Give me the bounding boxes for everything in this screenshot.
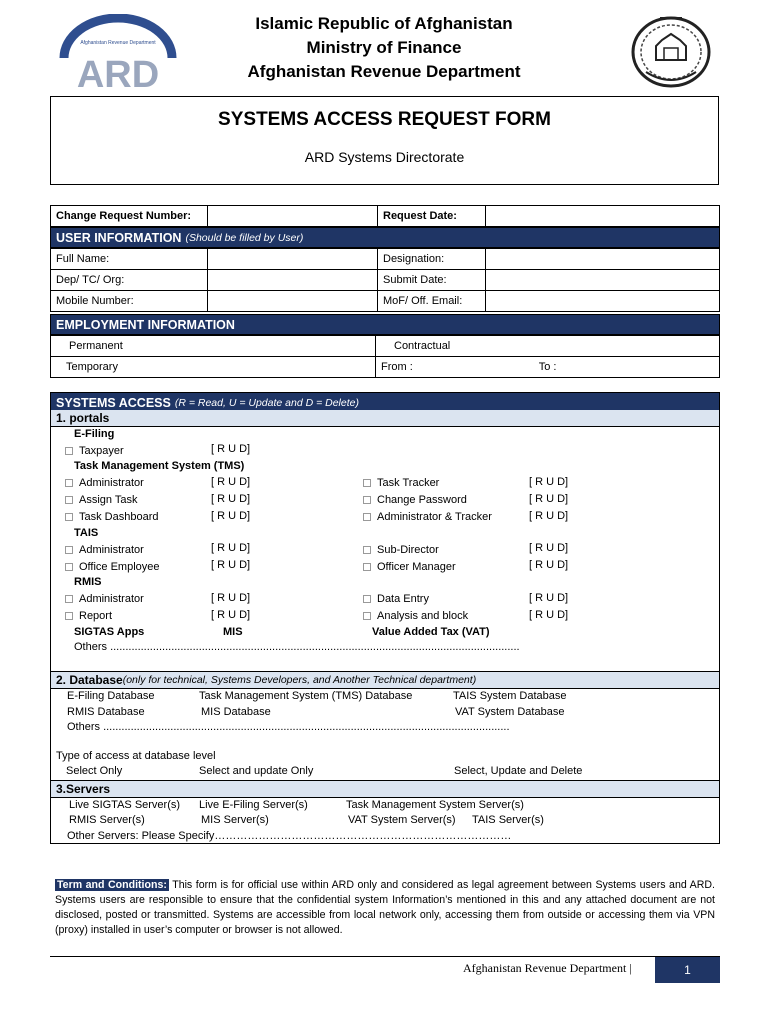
dep-label: Dep/ TC/ Org: bbox=[51, 270, 208, 291]
header-titles bbox=[200, 12, 568, 84]
select-only-option[interactable]: Select Only bbox=[66, 765, 123, 777]
task-tracker-option[interactable]: Task Tracker bbox=[363, 477, 439, 489]
rud-rmis-admin: [ R U D] bbox=[211, 592, 251, 604]
vat-label: Value Added Tax (VAT) bbox=[372, 626, 490, 638]
vat-server-option[interactable]: VAT System Server(s) bbox=[348, 814, 456, 826]
checkbox-icon[interactable] bbox=[65, 563, 73, 571]
sub-director-option[interactable]: Sub-Director bbox=[363, 544, 439, 556]
rmis-db-option[interactable]: RMIS Database bbox=[67, 706, 145, 718]
request-date-label: Request Date: bbox=[378, 206, 486, 227]
change-request-number-field[interactable] bbox=[208, 206, 378, 227]
office-employee-option[interactable]: Office Employee bbox=[65, 561, 160, 573]
servers-title: 3.Servers bbox=[51, 781, 719, 798]
form-subtitle: ARD Systems Directorate bbox=[304, 149, 465, 165]
mobile-label: Mobile Number: bbox=[51, 291, 208, 312]
checkbox-icon[interactable] bbox=[363, 546, 371, 554]
access-type-label: Type of access at database level bbox=[56, 750, 216, 762]
checkbox-icon[interactable] bbox=[65, 447, 73, 455]
data-entry-option[interactable]: Data Entry bbox=[363, 593, 429, 605]
to-label: To : bbox=[538, 361, 557, 373]
footer-text: Afghanistan Revenue Department | bbox=[463, 961, 632, 975]
rud-taxpayer: [ R U D] bbox=[211, 443, 251, 455]
checkbox-icon[interactable] bbox=[363, 612, 371, 620]
employment-table bbox=[50, 335, 720, 378]
national-emblem-icon bbox=[626, 10, 716, 90]
database-note: (only for technical, Systems Developers, and Another Technical department) bbox=[122, 674, 477, 686]
submit-date-field[interactable] bbox=[486, 270, 720, 291]
footer-divider bbox=[50, 956, 720, 957]
ard-logo bbox=[58, 14, 178, 90]
rud-task-dashboard: [ R U D] bbox=[211, 510, 251, 522]
checkbox-icon[interactable] bbox=[65, 612, 73, 620]
checkbox-icon[interactable] bbox=[363, 595, 371, 603]
logo-text: ARD bbox=[76, 54, 160, 90]
database-title: 2. Database (only for technical, Systems Developers, and Another Technical department) bbox=[51, 672, 719, 689]
rud-change-password: [ R U D] bbox=[529, 493, 569, 505]
portals-others[interactable]: Others ...................................................................................................................................... bbox=[74, 641, 520, 653]
sigtas-apps-label: SIGTAS Apps bbox=[74, 626, 145, 638]
checkbox-icon[interactable] bbox=[363, 513, 371, 521]
page-number: 1 bbox=[655, 957, 720, 983]
tms-server-option[interactable]: Task Management System Server(s) bbox=[346, 799, 524, 811]
user-info-heading bbox=[50, 227, 720, 248]
employment-heading-text: EMPLOYMENT INFORMATION bbox=[56, 317, 235, 332]
terms-label: Term and Conditions: bbox=[57, 879, 167, 891]
database-section bbox=[50, 671, 720, 781]
form-title-box bbox=[50, 96, 719, 185]
rud-office-employee: [ R U D] bbox=[211, 559, 251, 571]
designation-field[interactable] bbox=[486, 249, 720, 270]
mis-db-option[interactable]: MIS Database bbox=[201, 706, 271, 718]
designation-label: Designation: bbox=[378, 249, 486, 270]
mobile-field[interactable] bbox=[208, 291, 378, 312]
form-title: SYSTEMS ACCESS REQUEST FORM bbox=[218, 109, 551, 130]
assign-task-option[interactable]: Assign Task bbox=[65, 494, 138, 506]
change-request-number-label: Change Request Number: bbox=[51, 206, 208, 227]
checkbox-icon[interactable] bbox=[363, 563, 371, 571]
request-date-field[interactable] bbox=[486, 206, 720, 227]
user-info-heading-text: USER INFORMATION bbox=[56, 230, 182, 245]
checkbox-icon[interactable] bbox=[65, 595, 73, 603]
contractual-option[interactable]: Contractual bbox=[376, 336, 720, 357]
rmis-server-option[interactable]: RMIS Server(s) bbox=[69, 814, 145, 826]
rud-assign-task: [ R U D] bbox=[211, 493, 251, 505]
select-update-option[interactable]: Select and update Only bbox=[199, 765, 314, 777]
rmis-label: RMIS bbox=[74, 576, 102, 588]
task-dashboard-option[interactable]: Task Dashboard bbox=[65, 511, 159, 523]
user-info-note: (Should be filled by User) bbox=[185, 231, 304, 244]
page-header bbox=[0, 10, 768, 90]
tms-label: Task Management System (TMS) bbox=[74, 460, 245, 472]
checkbox-icon[interactable] bbox=[65, 496, 73, 504]
user-info-table bbox=[50, 205, 720, 227]
rmis-administrator-option[interactable]: Administrator bbox=[65, 593, 144, 605]
systems-access-heading-text: SYSTEMS ACCESS bbox=[56, 395, 171, 410]
rud-tms-admin: [ R U D] bbox=[211, 476, 251, 488]
tais-db-option[interactable]: TAIS System Database bbox=[453, 690, 567, 702]
tais-label: TAIS bbox=[74, 527, 99, 539]
mis-server-option[interactable]: MIS Server(s) bbox=[201, 814, 269, 826]
select-update-delete-option[interactable]: Select, Update and Delete bbox=[454, 765, 583, 777]
full-name-label: Full Name: bbox=[51, 249, 208, 270]
admin-tracker-option[interactable]: Administrator & Tracker bbox=[363, 511, 492, 523]
checkbox-icon[interactable] bbox=[65, 546, 73, 554]
rud-officer-manager: [ R U D] bbox=[529, 559, 569, 571]
submit-date-label: Submit Date: bbox=[378, 270, 486, 291]
header-line-1: Islamic Republic of Afghanistan bbox=[255, 14, 513, 33]
live-sigtas-server-option[interactable]: Live SIGTAS Server(s) bbox=[69, 799, 181, 811]
rud-data-entry: [ R U D] bbox=[529, 592, 569, 604]
vat-db-option[interactable]: VAT System Database bbox=[455, 706, 565, 718]
systems-access-note: (R = Read, U = Update and D = Delete) bbox=[174, 396, 359, 409]
mis-label: MIS bbox=[223, 626, 243, 638]
other-servers-field[interactable]: Other Servers: Please Specify……………………………………………………………………… bbox=[67, 830, 512, 842]
portals-title: 1. portals bbox=[51, 410, 719, 427]
header-line-3: Afghanistan Revenue Department bbox=[247, 62, 521, 81]
tms-administrator-option[interactable]: Administrator bbox=[65, 477, 144, 489]
terms-text: This form is for official use within ARD only and considered as legal agreement between Systems users and ARD. Systems users are responsible to ensure that the confidential system Information’s mentioned in this and any attached document are not disclosed, posted or transmitted. Systems are accessible from local network only, accessing them from outside or accessing them via VPN (proxy) installed in user’s computer or browser is not allowed. bbox=[55, 879, 715, 936]
tais-server-option[interactable]: TAIS Server(s) bbox=[472, 814, 544, 826]
database-others[interactable]: Others ..................................................................................................................................... bbox=[67, 721, 510, 733]
dep-field[interactable] bbox=[208, 270, 378, 291]
from-label: From : bbox=[381, 361, 413, 373]
taxpayer-option[interactable]: Taxpayer bbox=[65, 445, 124, 457]
officer-manager-option[interactable]: Officer Manager bbox=[363, 561, 456, 573]
rud-sub-director: [ R U D] bbox=[529, 542, 569, 554]
email-label: MoF/ Off. Email: bbox=[378, 291, 486, 312]
rud-tais-admin: [ R U D] bbox=[211, 542, 251, 554]
portals-section bbox=[50, 410, 720, 673]
report-option[interactable]: Report bbox=[65, 610, 112, 622]
employment-heading bbox=[50, 314, 720, 335]
full-name-field[interactable] bbox=[208, 249, 378, 270]
tms-db-option[interactable]: Task Management System (TMS) Database bbox=[199, 690, 413, 702]
checkbox-icon[interactable] bbox=[65, 513, 73, 521]
rud-admin-tracker: [ R U D] bbox=[529, 510, 569, 522]
analysis-block-option[interactable]: Analysis and block bbox=[363, 610, 468, 622]
live-efiling-server-option[interactable]: Live E-Filing Server(s) bbox=[199, 799, 308, 811]
servers-section bbox=[50, 780, 720, 844]
tais-administrator-option[interactable]: Administrator bbox=[65, 544, 144, 556]
user-fields-table bbox=[50, 248, 720, 312]
permanent-option[interactable]: Permanent bbox=[51, 336, 376, 357]
temporary-option[interactable]: Temporary bbox=[51, 357, 376, 378]
header-line-2: Ministry of Finance bbox=[306, 38, 462, 57]
checkbox-icon[interactable] bbox=[363, 496, 371, 504]
email-field[interactable] bbox=[486, 291, 720, 312]
change-password-option[interactable]: Change Password bbox=[363, 494, 467, 506]
efiling-label: E-Filing bbox=[74, 428, 115, 440]
checkbox-icon[interactable] bbox=[65, 479, 73, 487]
logo-subtext: Afghanistan Revenue Department bbox=[80, 40, 156, 46]
terms-and-conditions bbox=[55, 878, 715, 938]
checkbox-icon[interactable] bbox=[363, 479, 371, 487]
rud-task-tracker: [ R U D] bbox=[529, 476, 569, 488]
efiling-db-option[interactable]: E-Filing Database bbox=[67, 690, 155, 702]
rud-analysis-block: [ R U D] bbox=[529, 609, 569, 621]
rud-report: [ R U D] bbox=[211, 609, 251, 621]
